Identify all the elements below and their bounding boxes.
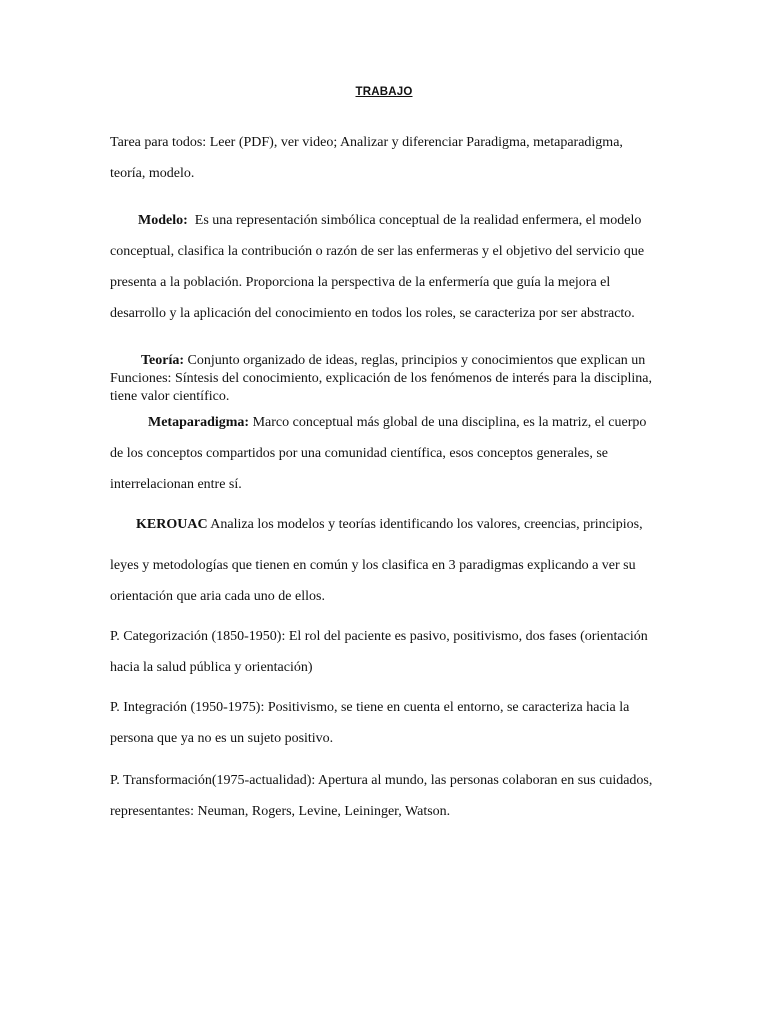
intro-paragraph: Tarea para todos: Leer (PDF), ver video; Analizar y diferenciar Paradigma, metaparadigma, teoría, modelo. bbox=[110, 135, 623, 181]
metaparadigma-paragraph bbox=[110, 407, 658, 500]
modelo-text: Es una representación simbólica conceptual de la realidad enfermera, el modelo conceptual, clasifica la contribución o razón de ser las enfermeras y el objetivo del servicio que presenta a la población. Proporciona la perspectiva de la enfermería que guía la mejora el desarrollo y la aplicación del conocimiento en todos los roles, se caracteriza por ser abstracto. bbox=[110, 213, 645, 321]
document-title: TRABAJO bbox=[355, 86, 413, 98]
modelo-label: Modelo: bbox=[138, 213, 188, 228]
teoria-text: Conjunto organizado de ideas, reglas, principios y conocimientos que explican un Funciones: Síntesis del conocimiento, explicación de los fenómenos de interés para la disciplina, tiene valor científico. bbox=[110, 353, 652, 404]
paradigm-categorizacion: P. Categorización (1850-1950): El rol del paciente es pasivo, positivismo, dos fases (orientación hacia la salud pública y orientación) bbox=[110, 629, 648, 675]
kerouac-label: KEROUAC bbox=[136, 517, 208, 532]
paradigm-transformacion: P. Transformación(1975-actualidad): Apertura al mundo, las personas colaboran en sus cuidados, representantes: Neuman, Rogers, Levine, Leininger, Watson. bbox=[110, 773, 653, 819]
kerouac-line1: Analiza los modelos y teorías identificando los valores, creencias, principios, bbox=[210, 517, 643, 532]
metaparadigma-label: Metaparadigma: bbox=[148, 415, 250, 430]
metaparadigma-text: Marco conceptual más global de una disciplina, es la matriz, el cuerpo de los conceptos compartidos por una comunidad científica, esos conceptos generales, se interrelacionan entre sí. bbox=[110, 415, 647, 492]
modelo-paragraph bbox=[110, 205, 658, 329]
teoria-paragraph bbox=[110, 352, 658, 406]
kerouac-first-line bbox=[110, 509, 658, 540]
teoria-label: Teoría: bbox=[141, 353, 185, 368]
kerouac-paragraph bbox=[110, 509, 658, 612]
paradigm-integracion: P. Integración (1950-1975): Positivismo, se tiene en cuenta el entorno, se caracteriza hacia la persona que ya no es un sujeto positivo. bbox=[110, 700, 630, 746]
kerouac-rest: leyes y metodologías que tienen en común y los clasifica en 3 paradigmas explicando a ver su orientación que aria cada uno de ellos. bbox=[110, 558, 636, 604]
